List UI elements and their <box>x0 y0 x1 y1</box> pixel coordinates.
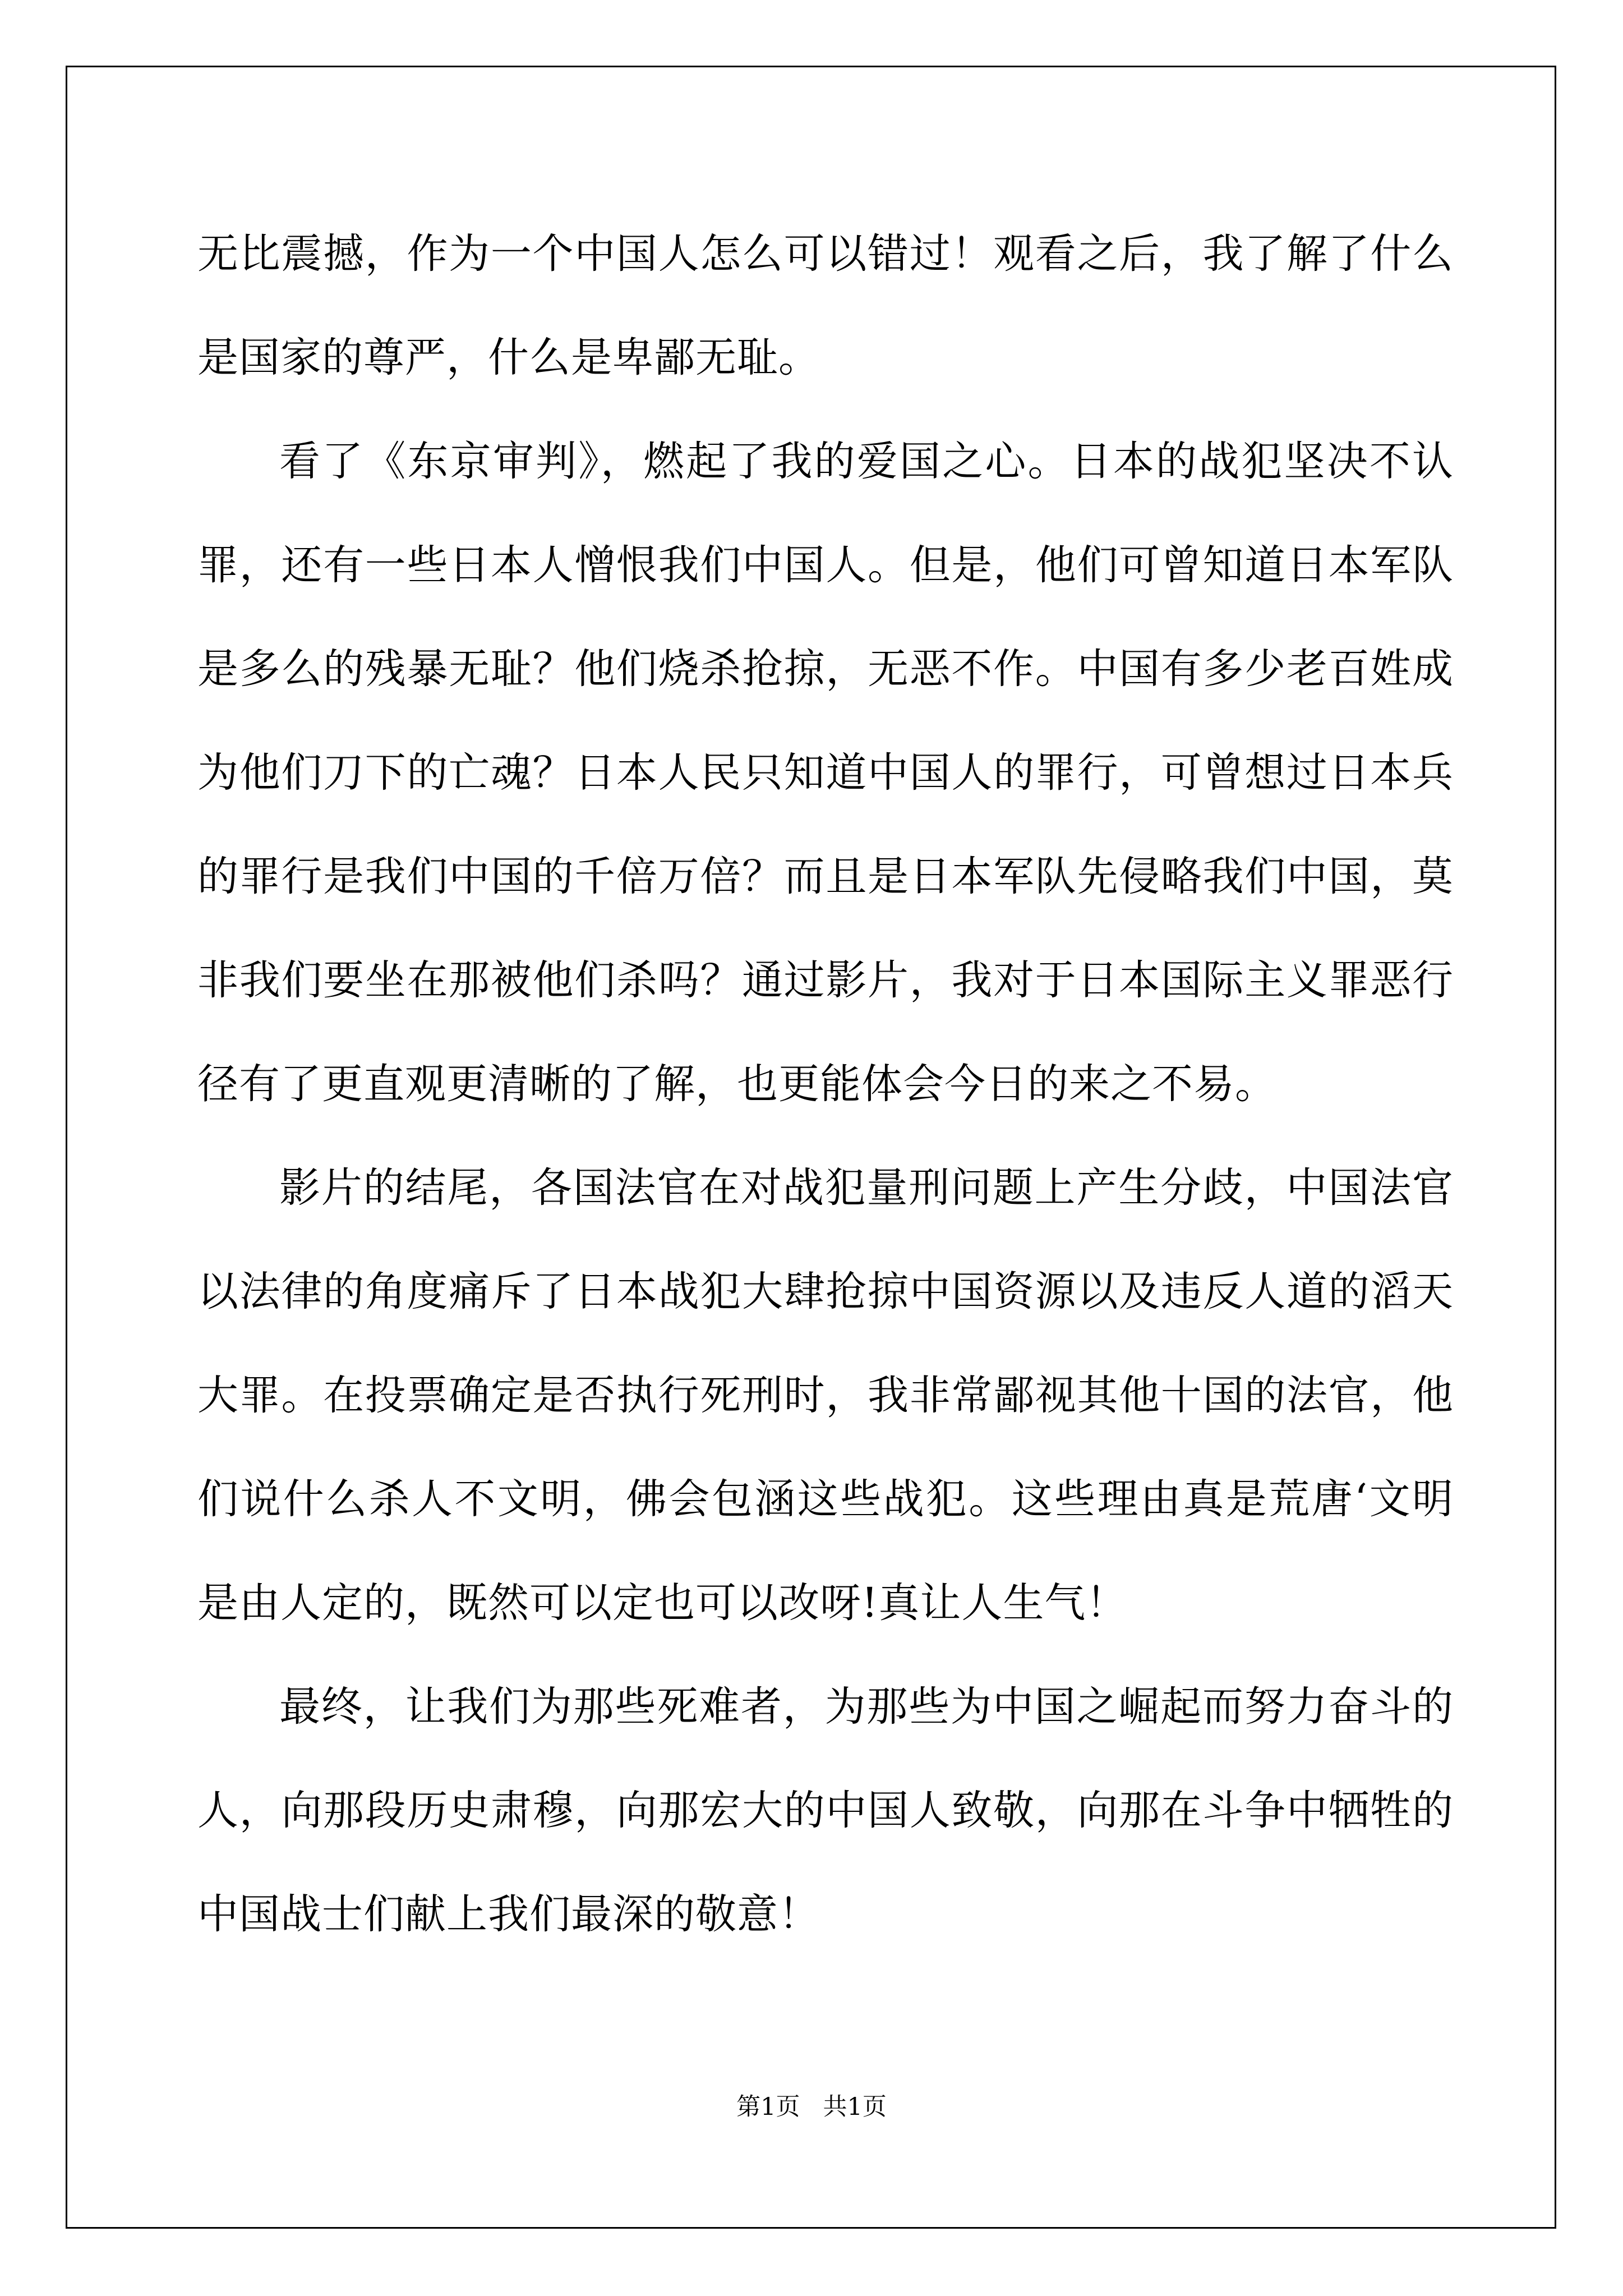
paragraph-1: 无比震撼，作为一个中国人怎么可以错过！观看之后，我了解了什么是国家的尊严，什么是卑鄙无耻。 <box>197 230 1454 381</box>
page-footer <box>0 2088 1623 2122</box>
paragraph-2: 看了《东京审判》，燃起了我的爱国之心。日本的战犯坚决不认罪，还有一些日本人憎恨我们中国人。但是，他们可曾知道日本军队是多么的残暴无耻？他们烧杀抢掠，无恶不作。中国有多少老百姓成为他们刀下的亡魂？日本人民只知道中国人的罪行，可曾想过日本兵的罪行是我们中国的千倍万倍？而且是日本军队先侵略我们中国，莫非我们要坐在那被他们杀吗？通过影片，我对于日本国际主义罪恶行径有了更直观更清晰的了解，也更能体会今日的来之不易。 <box>197 438 1454 1108</box>
document-body <box>197 202 1454 1966</box>
paragraph-3: 影片的结尾，各国法官在对战犯量刑问题上产生分歧，中国法官以法律的角度痛斥了日本战犯大肆抢掠中国资源以及违反人道的滔天大罪。在投票确定是否执行死刑时，我非常鄙视其他十国的法官，他们说什么杀人不文明，佛会包涵这些战犯。这些理由真是荒唐‘文明是由人定的，既然可以定也可以改呀!真让人生气！ <box>197 1164 1454 1627</box>
page-number-text: 第1页 共1页 <box>736 2093 887 2121</box>
paragraph-4: 最终，让我们为那些死难者，为那些为中国之崛起而努力奋斗的人，向那段历史肃穆，向那宏大的中国人致敬，向那在斗争中牺牲的中国战士们献上我们最深的敬意！ <box>197 1683 1454 1938</box>
